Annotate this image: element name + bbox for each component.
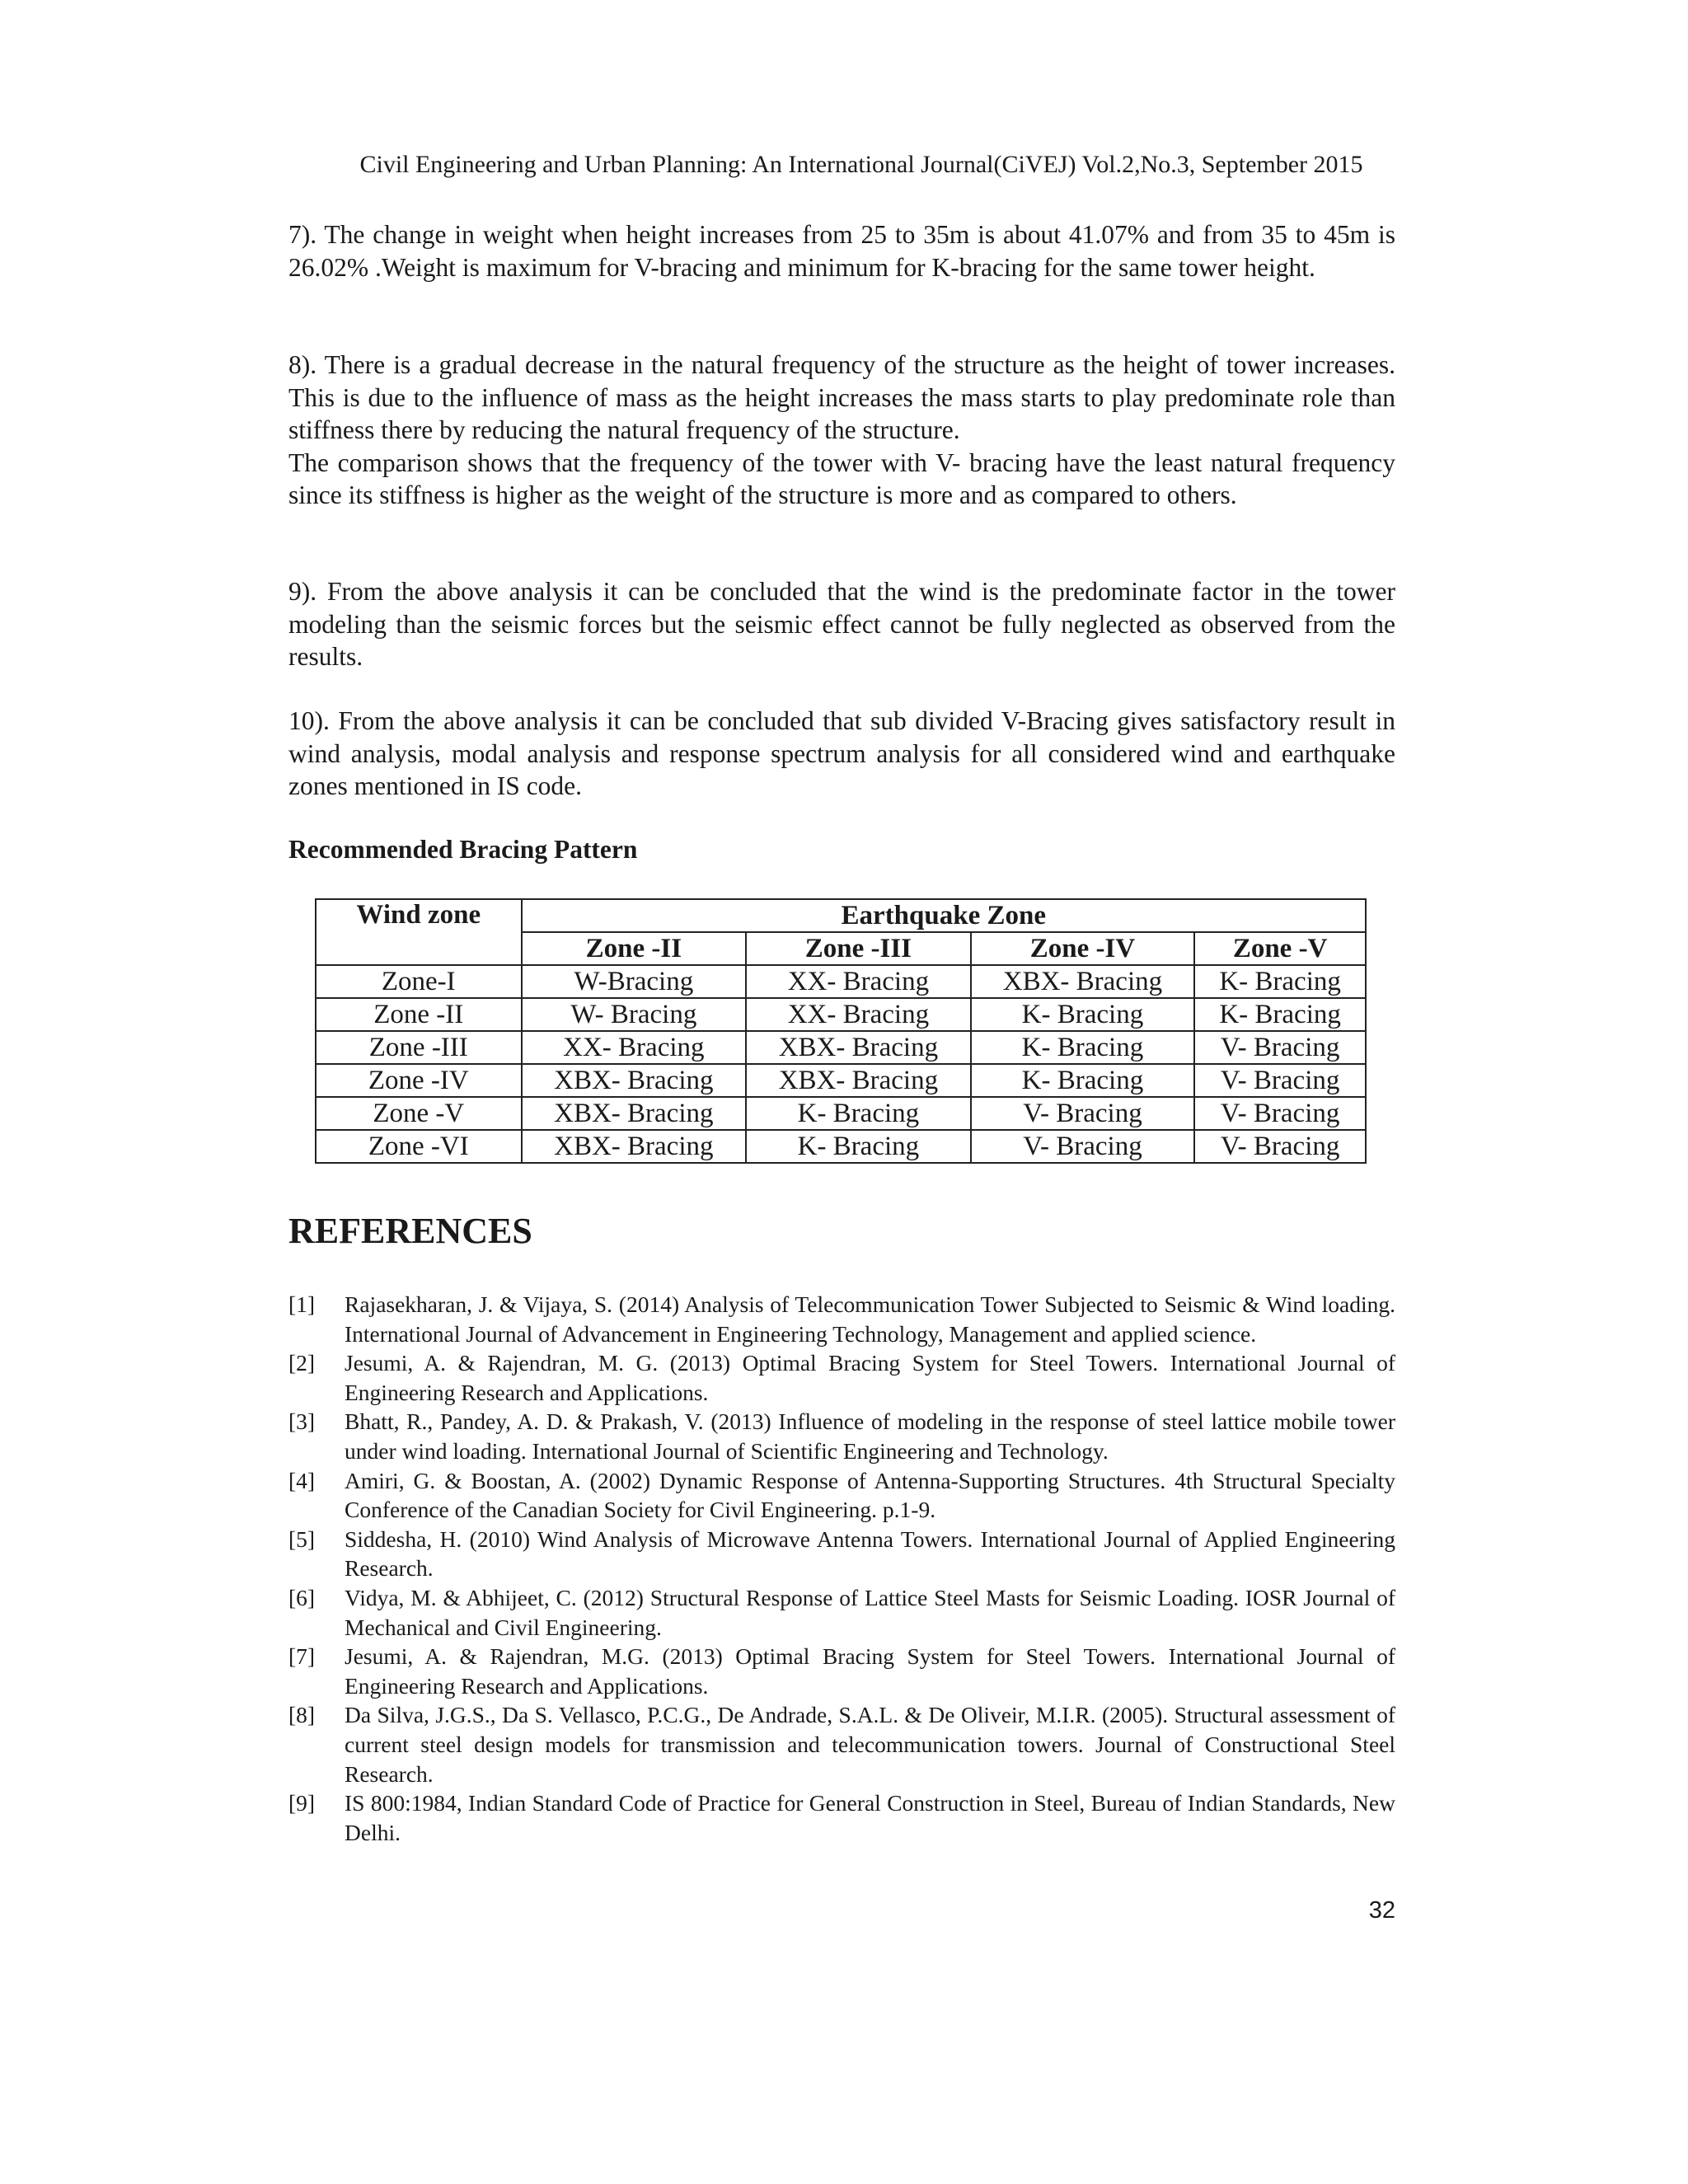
table-cell: V- Bracing [971, 1130, 1195, 1163]
wind-zone-cell: Zone -V [316, 1097, 522, 1130]
reference-number: [6] [288, 1584, 316, 1610]
table-cell: K- Bracing [971, 1031, 1195, 1064]
reference-item [288, 1583, 1395, 1642]
reference-number: [8] [288, 1702, 316, 1728]
reference-number: [7] [288, 1643, 316, 1670]
reference-text: IS 800:1984, Indian Standard Code of Practice for General Construction in Steel, Bureau of Indian Standards, New Delhi. [345, 1790, 1395, 1845]
reference-item [288, 1788, 1395, 1847]
column-header: Zone -III [746, 932, 971, 965]
table-row [316, 1097, 1366, 1130]
reference-item [288, 1348, 1395, 1407]
paragraph-10 [288, 705, 1395, 803]
reference-item [288, 1525, 1395, 1583]
reference-item [288, 1466, 1395, 1525]
reference-text: Jesumi, A. & Rajendran, M. G. (2013) Optimal Bracing System for Steel Towers. International Journal of Engineering Research and Applications. [345, 1350, 1395, 1405]
table-cell: K- Bracing [746, 1130, 971, 1163]
reference-text: Jesumi, A. & Rajendran, M.G. (2013) Optimal Bracing System for Steel Towers. International Journal of Engineering Research and Applications. [345, 1643, 1395, 1699]
table-cell: XX- Bracing [746, 998, 971, 1031]
reference-text: Rajasekharan, J. & Vijaya, S. (2014) Analysis of Telecommunication Tower Subjected to Seismic & Wind loading. International Journal of Advancement in Engineering Technology, Management and applied science. [345, 1291, 1395, 1347]
reference-number: [3] [288, 1408, 316, 1435]
paragraph-text: 8). There is a gradual decrease in the natural frequency of the structure as the height of tower increases. This is due to the influence of mass as the height increases the mass starts to play predominate role than stiffness there by reducing the natural frequency of the structure. [288, 350, 1395, 444]
reference-text: Vidya, M. & Abhijeet, C. (2012) Structural Response of Lattice Steel Masts for Seismic Loading. IOSR Journal of Mechanical and Civil Engineering. [345, 1584, 1395, 1640]
table-header-row [316, 899, 1366, 932]
reference-item [288, 1642, 1395, 1700]
table-row [316, 1064, 1366, 1097]
earthquake-zone-header: Earthquake Zone [522, 899, 1366, 932]
column-header: Zone -IV [971, 932, 1195, 965]
table-row [316, 1031, 1366, 1064]
table-cell: V- Bracing [1194, 1031, 1366, 1064]
table-cell: V- Bracing [1194, 1097, 1366, 1130]
wind-zone-cell: Zone -IV [316, 1064, 522, 1097]
paragraph-text: 9). From the above analysis it can be concluded that the wind is the predominate factor in the tower modeling than the seismic forces but the seismic effect cannot be fully neglected as observed from the results. [288, 577, 1395, 671]
reference-number: [5] [288, 1526, 316, 1552]
table-cell: K- Bracing [971, 998, 1195, 1031]
table-cell: K- Bracing [1194, 998, 1366, 1031]
paragraph-7 [288, 218, 1395, 284]
column-header: Zone -V [1194, 932, 1366, 965]
table-row [316, 965, 1366, 998]
table-cell: K- Bracing [746, 1097, 971, 1130]
wind-zone-cell: Zone -III [316, 1031, 522, 1064]
table-cell: K- Bracing [1194, 965, 1366, 998]
table-cell: V- Bracing [971, 1097, 1195, 1130]
bracing-table [315, 898, 1367, 1164]
reference-text: Bhatt, R., Pandey, A. D. & Prakash, V. (2013) Influence of modeling in the response of steel lattice mobile tower under wind loading. International Journal of Scientific Engineering and Technology. [345, 1408, 1395, 1464]
column-header: Zone -II [522, 932, 747, 965]
table-cell: W- Bracing [522, 998, 747, 1031]
table-row [316, 998, 1366, 1031]
reference-number: [9] [288, 1790, 316, 1816]
reference-text: Siddesha, H. (2010) Wind Analysis of Microwave Antenna Towers. International Journal of Applied Engineering Research. [345, 1526, 1395, 1582]
references-list [288, 1290, 1395, 1847]
reference-number: [4] [288, 1467, 316, 1493]
running-header: Civil Engineering and Urban Planning: An International Journal(CiVEJ) Vol.2,No.3, September 2015 [359, 151, 1363, 178]
references-title: REFERENCES [288, 1211, 532, 1251]
paragraph-9 [288, 575, 1395, 673]
paragraph-text: 10). From the above analysis it can be concluded that sub divided V-Bracing gives satisfactory result in wind analysis, modal analysis and response spectrum analysis for all considered wind and earthquake zones mentioned in IS code. [288, 706, 1395, 800]
table-cell: V- Bracing [1194, 1130, 1366, 1163]
table-cell: XX- Bracing [746, 965, 971, 998]
table-cell: K- Bracing [971, 1064, 1195, 1097]
wind-zone-cell: Zone -VI [316, 1130, 522, 1163]
wind-zone-header: Wind zone [316, 899, 522, 965]
table-cell: XBX- Bracing [746, 1031, 971, 1064]
section-title: Recommended Bracing Pattern [288, 835, 638, 864]
reference-text: Da Silva, J.G.S., Da S. Vellasco, P.C.G., De Andrade, S.A.L. & De Oliveir, M.I.R. (2005). Structural assessment of current steel design models for transmission and telecommunication towers. Journal of Constructional Steel Research. [345, 1702, 1395, 1787]
page-number: 32 [1368, 1897, 1395, 1924]
table-cell: XBX- Bracing [971, 965, 1195, 998]
paragraph-text: 7). The change in weight when height increases from 25 to 35m is about 41.07% and from 35 to 45m is 26.02% .Weight is maximum for V-bracing and minimum for K-bracing for the same tower height. [288, 220, 1395, 282]
reference-item [288, 1407, 1395, 1465]
table-cell: W-Bracing [522, 965, 747, 998]
reference-item [288, 1700, 1395, 1788]
table-cell: XX- Bracing [522, 1031, 747, 1064]
wind-zone-cell: Zone-I [316, 965, 522, 998]
reference-number: [2] [288, 1350, 316, 1376]
table-row [316, 1130, 1366, 1163]
table-cell: XBX- Bracing [522, 1064, 747, 1097]
wind-zone-cell: Zone -II [316, 998, 522, 1031]
paragraph-8 [288, 349, 1395, 512]
table-cell: XBX- Bracing [522, 1097, 747, 1130]
paragraph-text: The comparison shows that the frequency of the tower with V- bracing have the least natural frequency since its stiffness is higher as the weight of the structure is more and as compared to others. [288, 448, 1395, 509]
table-cell: V- Bracing [1194, 1064, 1366, 1097]
table-cell: XBX- Bracing [522, 1130, 747, 1163]
reference-number: [1] [288, 1291, 316, 1317]
reference-item [288, 1290, 1395, 1348]
table-cell: XBX- Bracing [746, 1064, 971, 1097]
reference-text: Amiri, G. & Boostan, A. (2002) Dynamic Response of Antenna-Supporting Structures. 4th Structural Specialty Conference of the Canadian Society for Civil Engineering. p.1-9. [345, 1467, 1395, 1523]
